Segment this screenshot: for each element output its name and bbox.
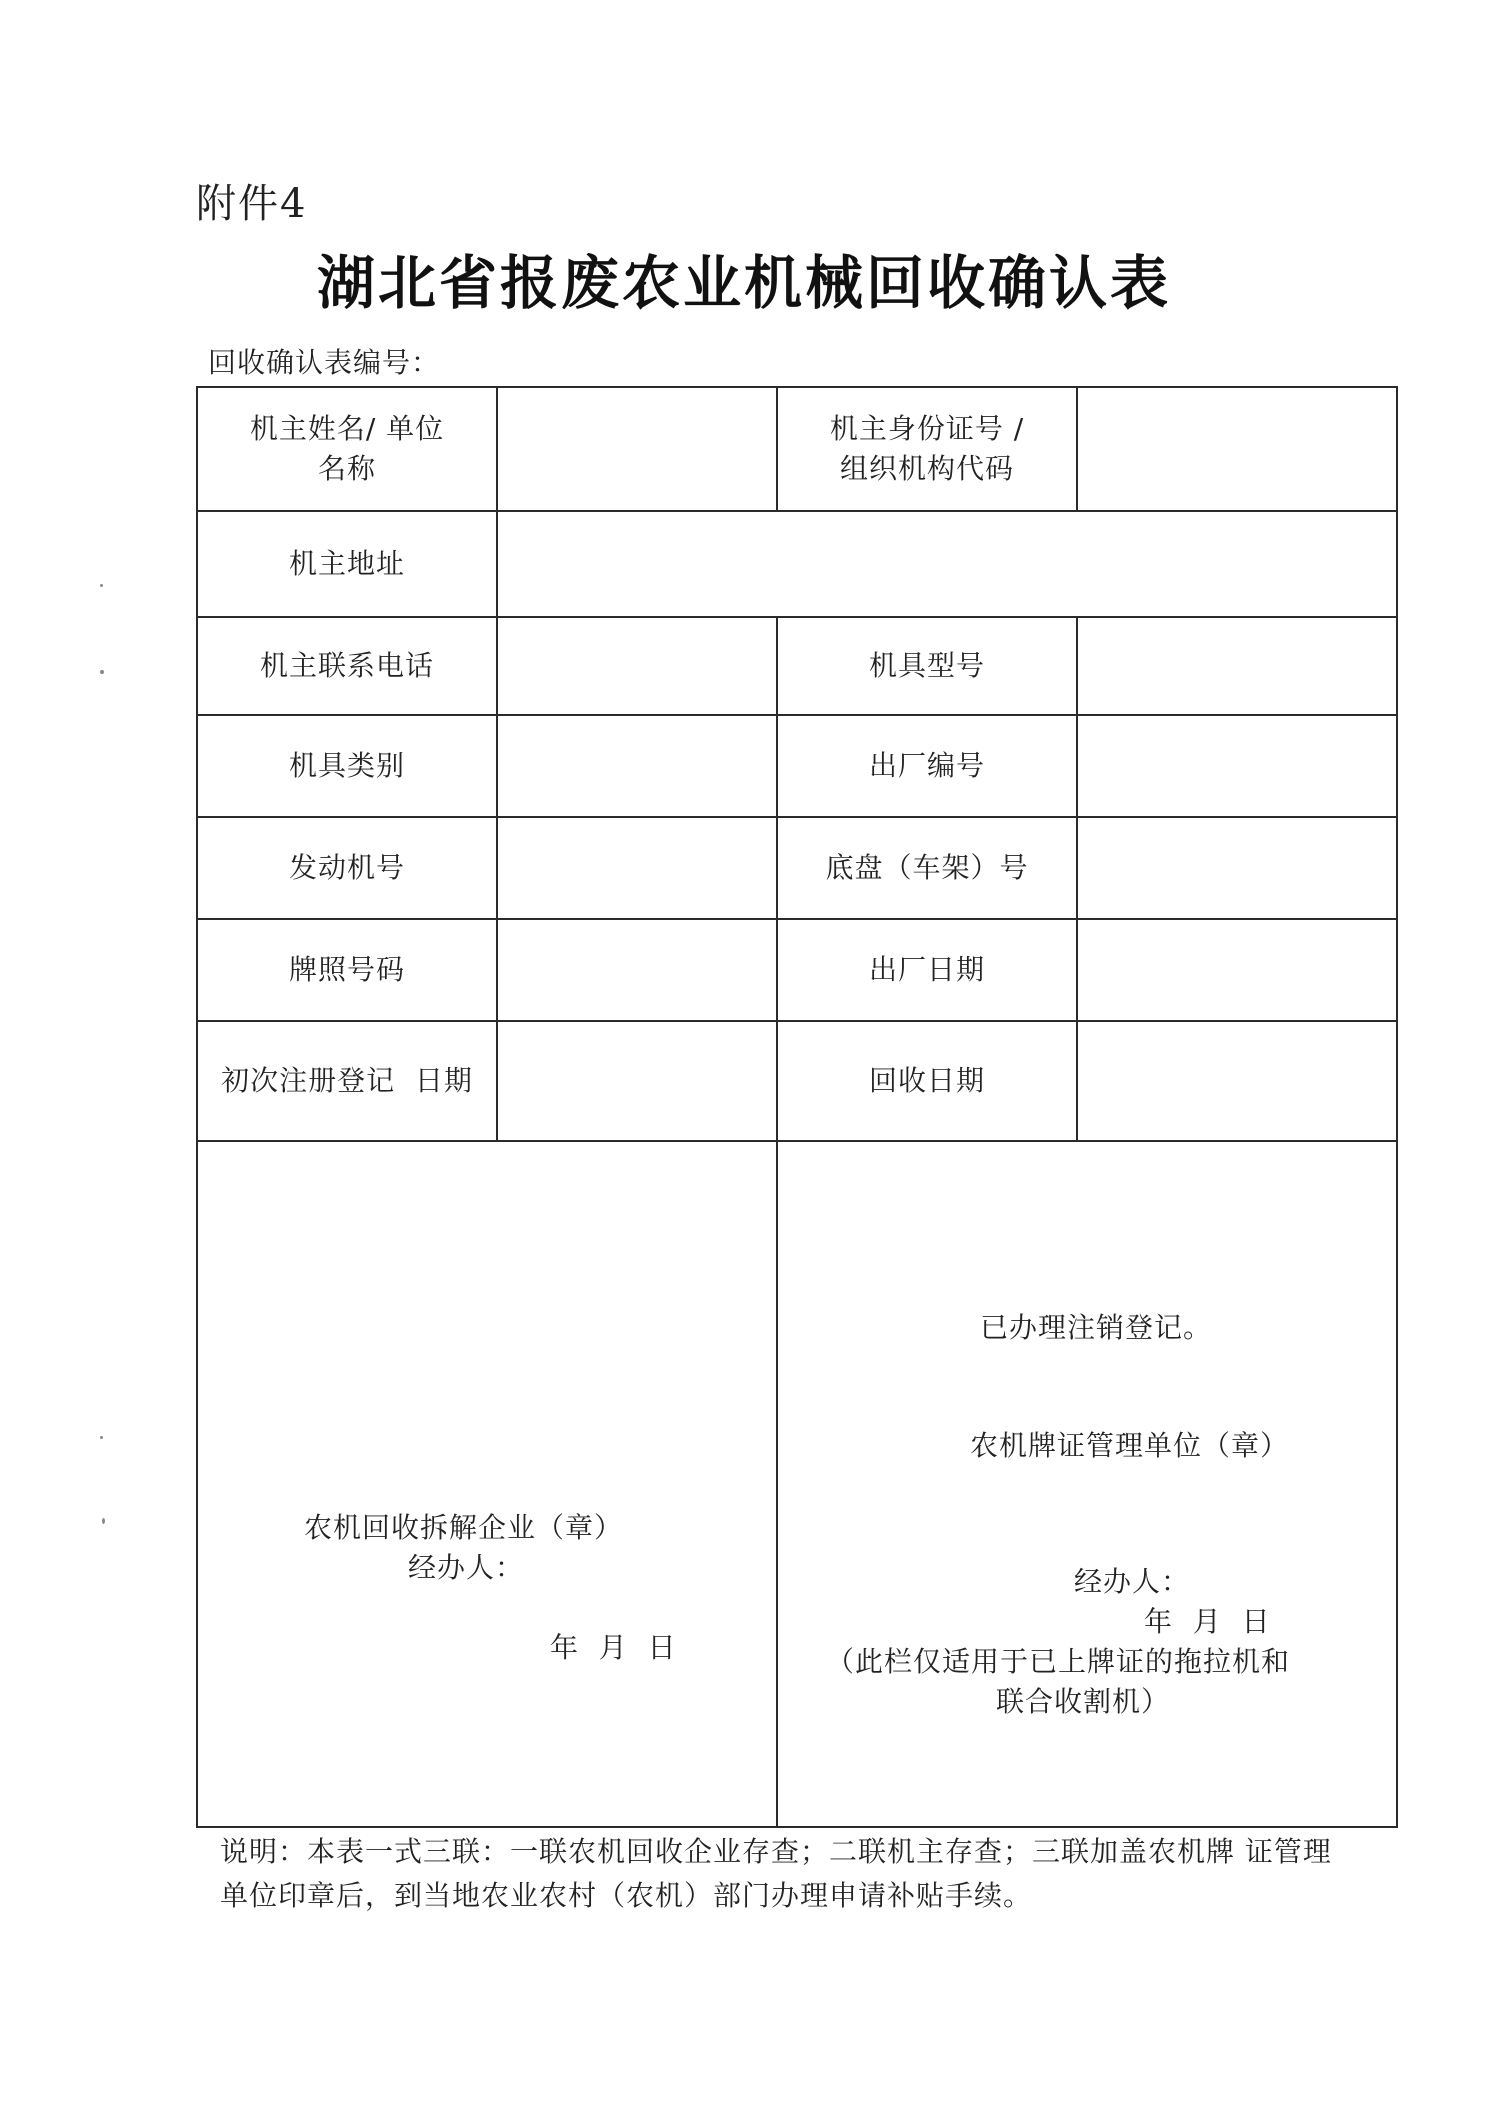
column-divider	[496, 386, 498, 1142]
chassis-number-label: 底盘（车架）号	[825, 851, 1029, 884]
license-applicability-note-line2: 联合收割机）	[996, 1685, 1171, 1718]
scan-speck	[102, 1518, 105, 1524]
deregistration-status: 已办理注销登记。	[980, 1311, 1213, 1344]
owner-name-label: 机主姓名/ 单位 名称	[249, 412, 445, 485]
machine-model-label: 机具型号	[868, 649, 985, 682]
column-divider	[1076, 616, 1078, 1142]
scan-speck	[100, 670, 104, 674]
attachment-label: 附件4	[196, 181, 308, 227]
row-divider	[196, 1140, 1396, 1142]
scan-speck	[100, 584, 103, 587]
scan-speck	[100, 1436, 103, 1439]
factory-serial-label: 出厂编号	[868, 749, 985, 782]
form-number-label: 回收确认表编号：	[208, 346, 441, 379]
first-registration-date-label: 初次注册登记 日期	[221, 1064, 473, 1097]
owner-address-label: 机主地址	[288, 547, 405, 580]
form-footnote: 说明：本表一式三联：一联农机回收企业存查；二联机主存查；三联加盖农机牌 证管理单位印章后，到当地农业农村（农机）部门办理申请补贴手续。	[220, 1835, 1332, 1912]
recycler-company-seal-label: 农机回收拆解企业（章）	[304, 1511, 624, 1544]
table-border-right	[1396, 386, 1398, 1828]
recycler-handler-label: 经办人：	[408, 1551, 525, 1584]
owner-phone-label: 机主联系电话	[259, 649, 434, 682]
license-plate-label: 牌照号码	[288, 953, 405, 986]
owner-id-label: 机主身份证号 / 组织机构代码	[829, 412, 1025, 485]
column-divider	[1076, 386, 1078, 512]
factory-date-label: 出厂日期	[868, 953, 985, 986]
table-border-bottom	[196, 1826, 1396, 1828]
form-title: 湖北省报废农业机械回收确认表	[316, 249, 1171, 317]
license-applicability-note-line1: （此栏仅适用于已上牌证的拖拉机和	[826, 1645, 1291, 1678]
engine-number-label: 发动机号	[288, 851, 405, 884]
recycle-date-label: 回收日期	[868, 1064, 985, 1097]
machine-category-label: 机具类别	[288, 749, 405, 782]
license-unit-seal-label: 农机牌证管理单位（章）	[970, 1429, 1290, 1462]
license-date-label: 年 月 日	[1144, 1605, 1271, 1638]
recycler-date-label: 年 月 日	[550, 1631, 677, 1664]
license-handler-label: 经办人：	[1074, 1565, 1191, 1598]
